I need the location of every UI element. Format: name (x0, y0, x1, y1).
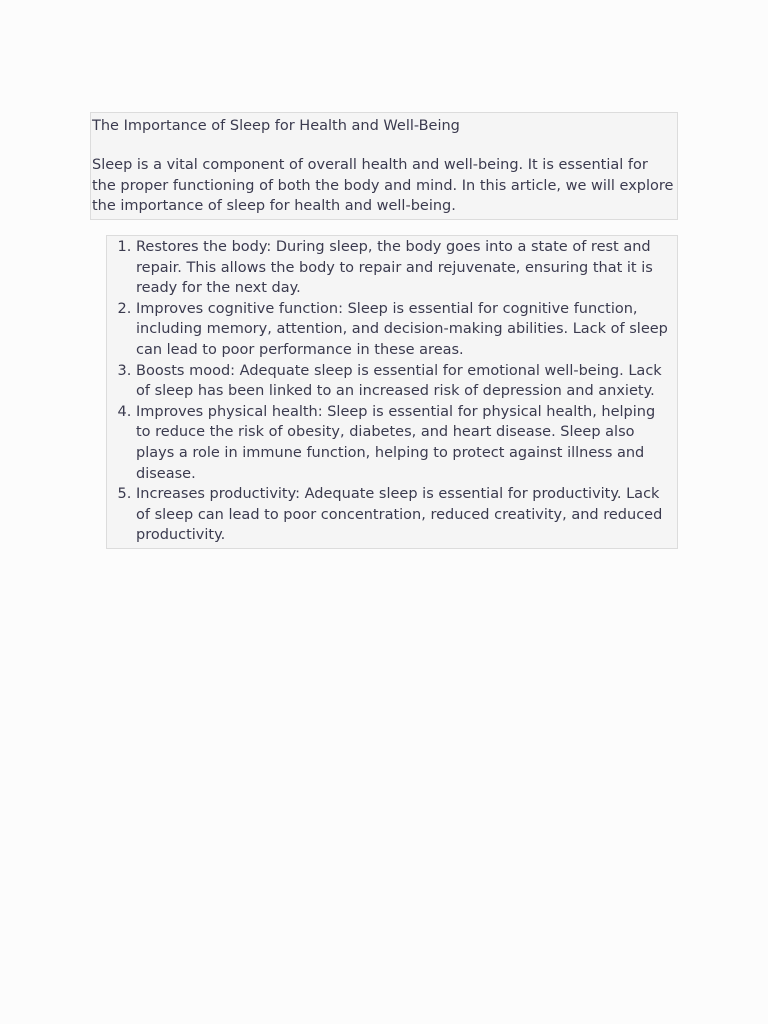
list-item: 3. Boosts mood: Adequate sleep is essential for emotional well-being. Lack of sleep has been linked to an increased risk of depression and anxiety. (136, 361, 671, 402)
list-item: 2. Improves cognitive function: Sleep is essential for cognitive function, including memory, attention, and decision-making abilities. Lack of sleep can lead to poor performance in these areas. (136, 299, 671, 361)
intro-section (90, 112, 678, 220)
list-item: 4. Improves physical health: Sleep is essential for physical health, helping to reduce the risk of obesity, diabetes, and heart disease. Sleep also plays a role in immune function, helping to protect against illness and disease. (136, 402, 671, 484)
list-item: 1. Restores the body: During sleep, the body goes into a state of rest and repair. This allows the body to repair and rejuvenate, ensuring that it is ready for the next day. (136, 237, 671, 299)
article-title: The Importance of Sleep for Health and Well-Being (92, 118, 460, 134)
benefits-section (106, 235, 678, 549)
benefits-list (107, 237, 671, 546)
list-item: 5. Increases productivity: Adequate sleep is essential for productivity. Lack of sleep can lead to poor concentration, reduced creativity, and reduced productivity. (136, 484, 671, 546)
intro-paragraph: Sleep is a vital component of overall health and well-being. It is essential for the proper functioning of both the body and mind. In this article, we will explore the importance of sleep for health and well-being. (92, 157, 674, 214)
